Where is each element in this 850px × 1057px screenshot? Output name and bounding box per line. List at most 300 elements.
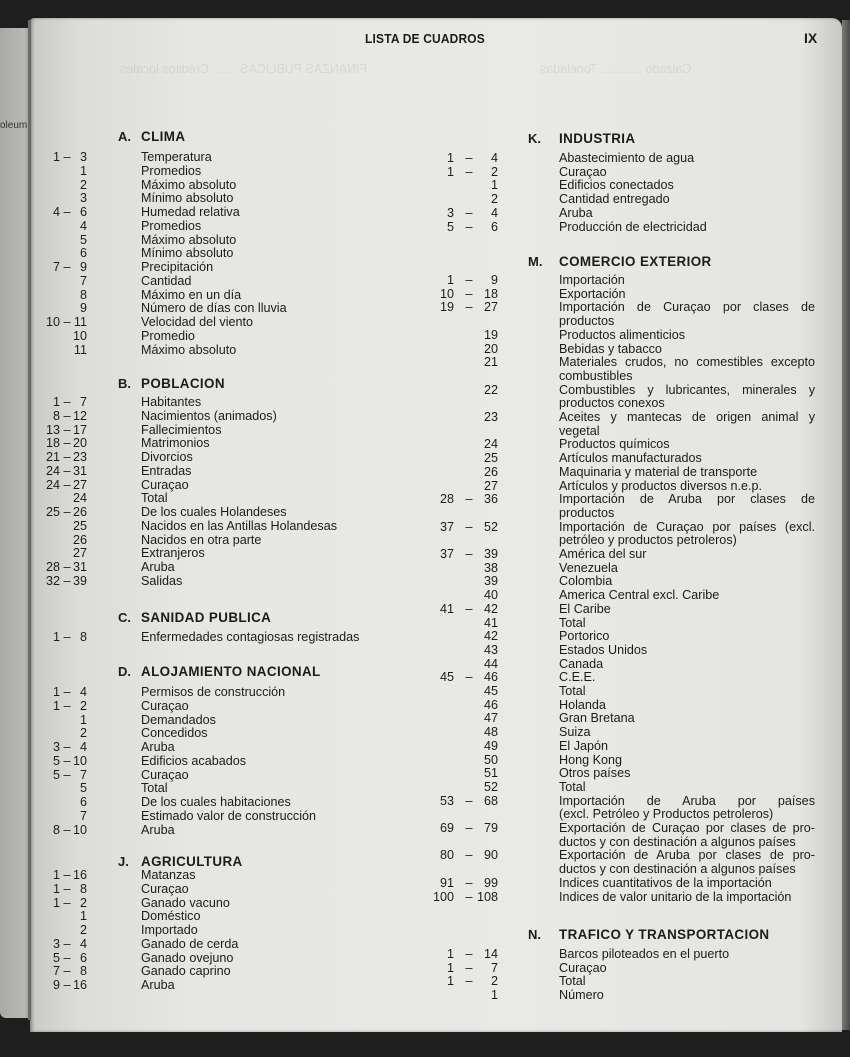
table-range-end: 16: [72, 978, 87, 992]
section-letter: M.: [528, 254, 543, 269]
table-range-start: 4: [52, 205, 60, 219]
table-range-end: 19: [483, 327, 498, 342]
entry-title: Promedios: [141, 218, 202, 233]
table-range-end: 4: [79, 740, 87, 754]
table-range-end: 3: [79, 150, 87, 164]
entry-title: Exportación: [559, 286, 626, 301]
range-dash: –: [465, 151, 473, 165]
range-dash: –: [465, 300, 473, 315]
table-range-end: 49: [483, 738, 498, 753]
entry-title: (excl. Petróleo y Productos petroleros): [559, 807, 774, 822]
section-letter: B.: [118, 376, 131, 391]
range-dash: –: [63, 630, 71, 644]
table-range-end: 8: [79, 881, 87, 896]
bleed-through-text: Calzado ............ Toneladas: [540, 62, 692, 76]
entry-title: C.E.E.: [559, 670, 596, 685]
table-range-start: 7: [52, 964, 60, 979]
entry-title: Importación de Aruba por clases de: [559, 492, 815, 507]
entry-title: Aceites y mantecas de origen animal y: [559, 410, 815, 424]
entry-title: petróleo y productos petroleros): [559, 533, 737, 548]
section-letter: K.: [528, 131, 541, 146]
page-right-edge: [842, 20, 850, 1030]
table-range-end: 2: [79, 177, 87, 192]
entry-title: De los cuales habitaciones: [141, 795, 291, 809]
entry-title: Edificios conectados: [559, 178, 674, 193]
range-dash: –: [465, 670, 473, 685]
entry-title: Fallecimientos: [141, 422, 222, 437]
table-range-end: 7: [79, 808, 87, 823]
range-dash: –: [63, 450, 71, 464]
entry-title: Aruba: [559, 205, 593, 220]
table-range-end: 8: [79, 287, 87, 302]
entry-title: Canada: [559, 656, 604, 671]
table-range-start: 3: [446, 205, 454, 220]
table-range-end: 6: [79, 246, 87, 261]
table-range-end: 2: [490, 192, 498, 207]
table-range-start: 19: [439, 300, 454, 315]
table-range-end: 42: [483, 601, 498, 616]
table-range-start: 28: [439, 492, 454, 507]
table-range-end: 9: [490, 273, 498, 287]
table-range-end: 40: [483, 588, 498, 603]
table-range-end: 14: [483, 947, 498, 961]
table-range-end: 6: [79, 795, 87, 809]
table-range-start: 1: [52, 895, 60, 910]
table-range-end: 26: [72, 505, 87, 519]
range-dash: –: [63, 560, 71, 574]
entry-title: Aruba: [141, 822, 175, 837]
table-range-start: 25: [45, 505, 60, 519]
table-range-start: 1: [52, 868, 60, 882]
entry-title: Promedios: [141, 163, 202, 178]
entry-title: Matrimonios: [141, 436, 210, 451]
range-dash: –: [465, 219, 473, 234]
table-range-start: 28: [45, 560, 60, 574]
table-range-start: 69: [439, 821, 454, 835]
table-range-start: 10: [45, 315, 60, 329]
entry-title: productos: [559, 314, 615, 329]
range-dash: –: [63, 205, 71, 219]
range-dash: –: [63, 936, 71, 951]
range-dash: –: [465, 273, 473, 287]
entry-title: Artículos manufacturados: [559, 451, 702, 466]
entry-title: Nacimientos (animados): [141, 408, 277, 423]
entry-title: Divorcios: [141, 450, 193, 464]
table-range-start: 5: [52, 950, 60, 965]
range-dash: –: [63, 505, 71, 519]
table-range-end: 4: [490, 205, 498, 220]
entry-title: Nacidos en otra parte: [141, 532, 262, 547]
entry-title: Promedio: [141, 328, 195, 343]
table-range-end: 79: [483, 821, 498, 835]
range-dash: –: [465, 793, 473, 808]
entry-title: ductos y con destinación a algunos países: [559, 834, 796, 849]
entry-title: Salidas: [141, 573, 183, 588]
table-range-end: 23: [483, 410, 498, 424]
table-range-end: 26: [483, 464, 498, 479]
range-dash: –: [465, 960, 473, 975]
entry-title: Curaçao: [141, 477, 189, 492]
table-range-end: 2: [79, 923, 87, 937]
entry-title: Total: [141, 491, 168, 506]
section-letter: N.: [528, 927, 541, 942]
entry-title: Ganado de cerda: [141, 936, 239, 951]
table-range-start: 1: [52, 685, 60, 699]
table-range-end: 44: [483, 656, 498, 671]
table-range-end: 27: [483, 300, 498, 315]
range-dash: –: [63, 395, 71, 409]
table-range-start: 24: [45, 477, 60, 492]
table-range-end: 9: [79, 301, 87, 316]
entry-title: Curaçao: [559, 164, 607, 179]
table-range-end: 2: [490, 974, 498, 989]
entry-title: Bebidas y tabacco: [559, 341, 662, 356]
section-title: CLIMA: [141, 129, 186, 144]
table-range-end: 52: [483, 779, 498, 794]
entry-title: Curaçao: [141, 881, 189, 896]
range-dash: –: [63, 150, 71, 164]
entry-title: Concedidos: [141, 726, 208, 741]
previous-page-fragment: oleum: [0, 120, 28, 131]
entry-title: Máximo absoluto: [141, 177, 237, 192]
entry-title: Mínimo absoluto: [141, 246, 234, 261]
section-title: SANIDAD PUBLICA: [141, 610, 272, 625]
table-range-end: 24: [72, 491, 87, 506]
range-dash: –: [63, 895, 71, 910]
range-dash: –: [465, 547, 473, 561]
table-range-start: 3: [52, 740, 60, 754]
table-range-end: 6: [490, 219, 498, 234]
table-range-end: 11: [73, 315, 87, 329]
range-dash: –: [465, 947, 473, 961]
entry-title: Ganado ovejuno: [141, 950, 234, 965]
table-range-end: 46: [483, 697, 498, 712]
table-range-start: 45: [439, 670, 454, 685]
table-range-end: 6: [79, 950, 87, 965]
table-range-end: 1: [79, 909, 87, 924]
table-range-start: 91: [439, 875, 454, 890]
entry-title: Otros países: [559, 766, 631, 781]
entry-title: Importación: [559, 273, 625, 287]
table-range-end: 51: [483, 766, 498, 781]
table-range-end: 7: [490, 960, 498, 975]
section-title: ALOJAMIENTO NACIONAL: [141, 664, 321, 679]
entry-title: Productos alimenticios: [559, 327, 685, 342]
range-dash: –: [465, 821, 473, 835]
section-title: INDUSTRIA: [559, 131, 636, 146]
table-range-end: 9: [79, 260, 87, 274]
range-dash: –: [63, 685, 71, 699]
table-range-end: 1: [490, 178, 498, 193]
table-range-end: 25: [483, 451, 498, 466]
table-range-start: 1: [52, 150, 60, 164]
entry-title: Maquinaria y material de transporte: [559, 464, 758, 479]
table-range-start: 3: [52, 936, 60, 951]
table-range-end: 41: [483, 615, 498, 630]
table-range-end: 10: [72, 822, 87, 837]
table-range-end: 2: [490, 164, 498, 179]
entry-title: Enfermedades contagiosas registradas: [141, 630, 360, 644]
entry-title: vegetal: [559, 423, 600, 438]
page-title: LISTA DE CUADROS: [365, 31, 485, 46]
entry-title: Holanda: [559, 697, 606, 712]
range-dash: –: [465, 848, 473, 863]
range-dash: –: [465, 519, 473, 534]
entry-title: Aruba: [141, 560, 175, 574]
table-range-start: 21: [45, 450, 60, 464]
table-range-end: 27: [72, 546, 87, 561]
range-dash: –: [63, 964, 71, 979]
entry-title: Estados Unidos: [559, 642, 648, 657]
table-range-end: 7: [79, 395, 87, 409]
table-range-end: 1: [79, 712, 87, 727]
range-dash: –: [465, 601, 473, 616]
entry-title: Importación de Curaçao por países (excl.: [559, 519, 815, 534]
table-range-end: 4: [79, 936, 87, 951]
table-range-start: 1: [446, 947, 454, 961]
entry-title: Extranjeros: [141, 546, 205, 561]
range-dash: –: [63, 767, 71, 782]
table-range-end: 23: [72, 450, 87, 464]
entry-title: Materiales crudos, no comestibles excepto: [559, 355, 815, 370]
table-range-end: 18: [483, 286, 498, 301]
table-range-start: 5: [52, 767, 60, 782]
table-range-end: 7: [79, 767, 87, 782]
entry-title: Máximo en un día: [141, 287, 242, 302]
entry-title: Combustibles y lubricantes, minerales y: [559, 382, 815, 397]
entry-title: America Central excl. Caribe: [559, 588, 720, 603]
table-range-start: 24: [45, 463, 60, 478]
entry-title: Colombia: [559, 574, 613, 589]
table-range-start: 1: [446, 974, 454, 989]
table-range-start: 13: [45, 422, 60, 437]
entry-title: Producción de electricidad: [559, 219, 707, 234]
entry-title: Temperatura: [141, 150, 212, 164]
entry-title: Humedad relativa: [141, 205, 240, 219]
entry-title: Habitantes: [141, 395, 202, 409]
entry-title: Abastecimiento de agua: [559, 151, 695, 165]
table-range-end: 1: [79, 163, 87, 178]
table-range-start: 1: [52, 630, 60, 644]
entry-title: Exportación de Aruba por clases de pro-: [559, 848, 815, 863]
entry-title: Total: [559, 684, 586, 698]
table-range-end: 7: [79, 273, 87, 288]
entry-title: Importación de Aruba por países: [559, 793, 815, 808]
entry-title: Estimado valor de construcción: [141, 808, 316, 823]
range-dash: –: [465, 286, 473, 301]
section-title: TRAFICO Y TRANSPORTACION: [559, 927, 770, 942]
table-range-end: 90: [483, 848, 498, 863]
entry-title: ductos y con destinación a algunos países: [559, 862, 796, 877]
table-range-end: 5: [79, 781, 87, 796]
table-range-end: 52: [483, 519, 498, 534]
table-range-end: 31: [72, 463, 87, 478]
table-range-end: 5: [79, 232, 87, 247]
table-range-end: 20: [483, 341, 498, 356]
table-range-start: 8: [52, 822, 60, 837]
range-dash: –: [63, 260, 71, 274]
section-title: AGRICULTURA: [141, 854, 243, 869]
section-letter: J.: [118, 854, 129, 869]
section-letter: D.: [118, 664, 131, 679]
table-range-end: 25: [72, 518, 87, 533]
entry-title: El Caribe: [559, 601, 611, 616]
entry-title: Productos químicos: [559, 437, 670, 452]
table-range-start: 10: [439, 286, 454, 301]
table-range-start: 1: [52, 698, 60, 713]
entry-title: Cantidad entregado: [559, 192, 670, 207]
table-range-end: 39: [72, 573, 87, 588]
entry-title: Mínimo absoluto: [141, 191, 234, 206]
entry-title: Entradas: [141, 463, 192, 478]
range-dash: –: [63, 950, 71, 965]
table-range-end: 12: [72, 408, 87, 423]
table-range-start: 1: [446, 164, 454, 179]
entry-title: Demandados: [141, 712, 216, 727]
entry-title: De los cuales Holandeses: [141, 505, 287, 519]
table-range-end: 10: [72, 328, 87, 343]
range-dash: –: [63, 868, 71, 882]
table-range-start: 5: [52, 753, 60, 768]
range-dash: –: [63, 822, 71, 837]
entry-title: Número: [559, 988, 604, 1003]
table-range-start: 41: [439, 601, 454, 616]
range-dash: –: [465, 164, 473, 179]
table-range-start: 37: [439, 519, 454, 534]
table-range-end: 3: [79, 191, 87, 206]
entry-title: Exportación de Curaçao por clases de pro-: [559, 821, 815, 835]
range-dash: –: [465, 875, 473, 890]
range-dash: –: [63, 740, 71, 754]
range-dash: –: [465, 205, 473, 220]
entry-title: Importación de Curaçao por clases de: [559, 300, 815, 315]
entry-title: Precipitación: [141, 260, 214, 274]
table-range-end: 45: [483, 684, 498, 698]
entry-title: Permisos de construcción: [141, 685, 286, 699]
range-dash: –: [63, 753, 71, 768]
table-range-start: 1: [52, 881, 60, 896]
range-dash: –: [63, 436, 71, 451]
range-dash: –: [465, 492, 473, 507]
table-range-start: 37: [439, 547, 454, 561]
range-dash: –: [465, 974, 473, 989]
table-range-end: 22: [483, 382, 498, 397]
table-range-end: 2: [79, 895, 87, 910]
entry-title: Velocidad del viento: [141, 315, 254, 329]
range-dash: –: [63, 463, 71, 478]
entry-title: Total: [141, 781, 168, 796]
entry-title: Importado: [141, 923, 198, 937]
table-range-end: 27: [72, 477, 87, 492]
table-range-start: 5: [446, 219, 454, 234]
entry-title: Curaçao: [141, 698, 189, 713]
range-dash: –: [63, 573, 71, 588]
section-letter: A.: [118, 129, 131, 144]
table-range-end: 43: [483, 642, 498, 657]
table-range-start: 9: [52, 978, 60, 992]
table-range-end: 27: [483, 478, 498, 493]
range-dash: –: [465, 889, 473, 904]
table-range-end: 21: [483, 355, 498, 370]
entry-title: Artículos y productos diversos n.e.p.: [559, 478, 762, 493]
entry-title: América del sur: [559, 547, 647, 561]
entry-title: Ganado vacuno: [141, 895, 230, 910]
table-range-end: 11: [73, 342, 87, 357]
entry-title: Portorico: [559, 629, 610, 644]
section-letter: C.: [118, 610, 131, 625]
entry-title: Curaçao: [559, 960, 607, 975]
entry-title: Máximo absoluto: [141, 342, 237, 357]
entry-title: Hong Kong: [559, 752, 623, 767]
table-range-end: 99: [483, 875, 498, 890]
entry-title: Máximo absoluto: [141, 232, 237, 247]
entry-title: Total: [559, 615, 586, 630]
entry-title: El Japón: [559, 738, 609, 753]
table-range-start: 1: [446, 273, 454, 287]
entry-title: Aruba: [141, 740, 175, 754]
table-range-end: 48: [483, 725, 498, 740]
table-range-end: 4: [79, 685, 87, 699]
table-range-start: 7: [52, 260, 60, 274]
entry-title: productos conexos: [559, 396, 665, 411]
table-range-start: 80: [439, 848, 454, 863]
entry-title: Total: [559, 974, 586, 989]
entry-title: Indices de valor unitario de la importación: [559, 889, 792, 904]
entry-title: productos: [559, 505, 615, 520]
table-range-end: 10: [72, 753, 87, 768]
table-range-end: 39: [483, 547, 498, 561]
table-range-start: 32: [45, 573, 60, 588]
table-range-end: 8: [79, 630, 87, 644]
table-range-start: 8: [52, 408, 60, 423]
entry-title: Indices cuantitativos de la importación: [559, 875, 772, 890]
table-range-start: 100: [432, 889, 454, 904]
table-range-end: 2: [79, 698, 87, 713]
entry-title: Cantidad: [141, 273, 192, 288]
bleed-through-text: FINANZAS PUBLICAS ....... Créditos locales: [120, 62, 368, 76]
range-dash: –: [63, 477, 71, 492]
table-range-end: 26: [72, 532, 87, 547]
entry-title: Barcos piloteados en el puerto: [559, 947, 730, 961]
table-range-end: 6: [79, 205, 87, 219]
table-range-end: 20: [72, 436, 87, 451]
entry-title: Aruba: [141, 978, 175, 992]
table-range-end: 31: [72, 560, 87, 574]
table-range-start: 18: [45, 436, 60, 451]
table-range-end: 36: [483, 492, 498, 507]
page-number: IX: [804, 30, 818, 46]
table-range-start: 1: [446, 960, 454, 975]
entry-title: Matanzas: [141, 868, 196, 882]
entry-title: Total: [559, 779, 586, 794]
table-range-end: 8: [79, 964, 87, 979]
section-title: COMERCIO EXTERIOR: [559, 254, 712, 269]
table-range-end: 24: [483, 437, 498, 452]
entry-title: combustibles: [559, 368, 633, 383]
range-dash: –: [63, 698, 71, 713]
table-range-end: 1: [490, 988, 498, 1003]
entry-title: Doméstico: [141, 909, 201, 924]
table-range-end: 108: [476, 889, 498, 904]
entry-title: Curaçao: [141, 767, 189, 782]
range-dash: –: [63, 881, 71, 896]
table-range-end: 42: [483, 629, 498, 644]
table-range-end: 17: [72, 422, 87, 437]
table-range-start: 1: [446, 151, 454, 165]
range-dash: –: [63, 315, 71, 329]
table-range-end: 4: [79, 218, 87, 233]
entry-title: Suiza: [559, 725, 591, 740]
